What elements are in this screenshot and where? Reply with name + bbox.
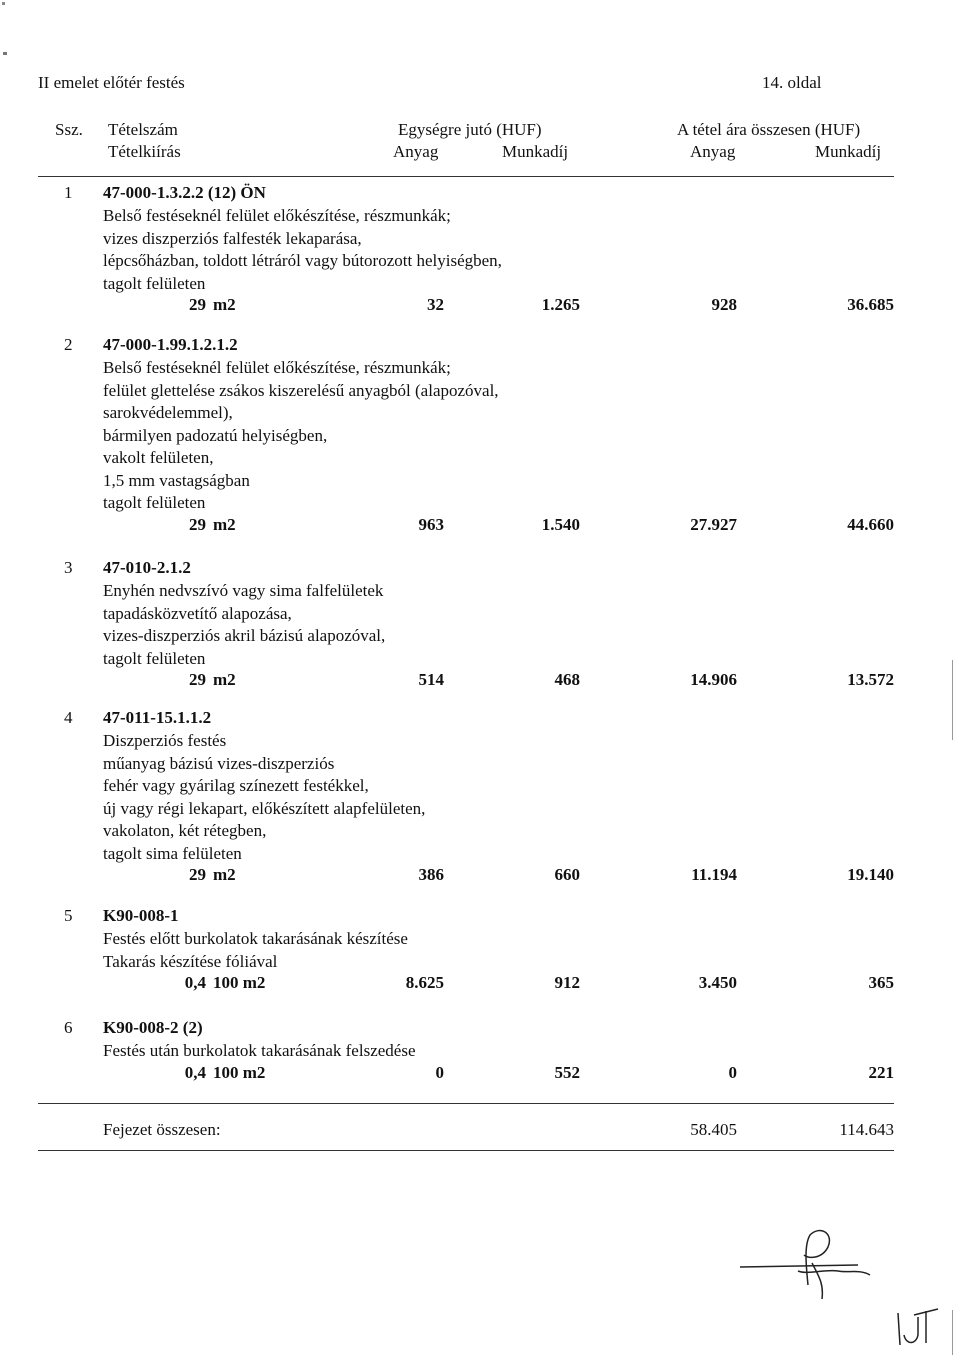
- total-label: Fejezet összesen:: [103, 1120, 221, 1139]
- total-price-anyag: 3.450: [698, 973, 737, 992]
- col-ssz: Ssz.: [55, 120, 83, 139]
- item-code: 47-011-15.1.1.2: [103, 708, 212, 727]
- description-line: műanyag bázisú vizes-diszperziós: [103, 753, 335, 773]
- item-unit: m2: [213, 865, 236, 884]
- col-unit-group: Egységre jutó (HUF): [398, 120, 542, 139]
- description-line: tagolt felületen: [103, 493, 206, 512]
- item-code: 47-000-1.99.1.2.1.2: [103, 335, 238, 354]
- signature-mark: [738, 1225, 878, 1305]
- total-price-munkadij: 365: [868, 973, 894, 992]
- description-line: felület glettelése zsákos kiszerelésű anyagból (alapozóval,: [103, 380, 499, 400]
- description-line: tagolt sima felületen: [103, 843, 242, 863]
- item-description: [103, 580, 385, 670]
- unit-price-munkadij: 1.265: [541, 295, 580, 314]
- item-description: [103, 357, 499, 515]
- description-line: Diszperziós festés: [103, 731, 227, 750]
- col-unit-munkadij: Munkadíj: [502, 142, 569, 161]
- item-number: 4: [64, 708, 73, 727]
- description-line: vizes diszperziós falfesték lekaparása,: [103, 228, 362, 248]
- description-line: 1,5 mm vastagságban: [103, 470, 250, 490]
- description-line: sarokvédelemmel),: [103, 403, 233, 422]
- unit-price-munkadij: 552: [554, 1062, 580, 1082]
- description-line: lépcsőházban, toldott létráról vagy bútorozott helyiségben,: [103, 251, 502, 270]
- col-total-group: A tétel ára összesen (HUF): [677, 120, 861, 139]
- description-line: tagolt felületen: [103, 648, 206, 668]
- description-line: vizes-diszperziós akril bázisú alapozóval,: [103, 626, 386, 645]
- col-total-anyag: Anyag: [690, 142, 736, 161]
- total-price-anyag: 11.194: [691, 865, 737, 884]
- total-price-munkadij: 221: [868, 1062, 894, 1082]
- description-line: Belső festéseknél felület előkészítése, részmunkák;: [103, 206, 451, 225]
- description-line: tapadásközvetítő alapozása,: [103, 603, 292, 623]
- total-bottom-rule: [38, 1150, 894, 1151]
- description-line: Festés után burkolatok takarásának felszedése: [103, 1041, 416, 1060]
- col-unit-anyag: Anyag: [393, 142, 439, 161]
- item-code: K90-008-1: [103, 906, 179, 925]
- item-unit: m2: [213, 514, 236, 534]
- item-description: [103, 730, 425, 865]
- unit-price-anyag: 386: [418, 865, 444, 884]
- document-title: II emelet előtér festés: [38, 73, 185, 92]
- item-description: [103, 1040, 416, 1063]
- unit-price-munkadij: 912: [554, 973, 580, 992]
- item-code: K90-008-2 (2): [103, 1018, 203, 1037]
- item-number: 1: [64, 183, 73, 202]
- description-line: vakolaton, két rétegben,: [103, 821, 267, 840]
- scan-speck: [3, 52, 7, 55]
- total-top-rule: [38, 1103, 894, 1104]
- total-price-munkadij: 36.685: [847, 295, 894, 314]
- total-munkadij: 114.643: [839, 1120, 894, 1139]
- unit-price-anyag: 8.625: [405, 973, 444, 992]
- description-line: fehér vagy gyárilag színezett festékkel,: [103, 776, 369, 795]
- total-price-anyag: 27.927: [690, 514, 737, 534]
- total-price-anyag: 0: [728, 1062, 737, 1082]
- col-tetelszam: Tételszám: [108, 120, 178, 139]
- item-number: 5: [64, 906, 73, 925]
- item-code: 47-000-1.3.2.2 (12) ÖN: [103, 183, 266, 202]
- unit-price-anyag: 514: [418, 670, 444, 689]
- item-unit: m2: [213, 670, 236, 689]
- total-anyag: 58.405: [690, 1120, 737, 1139]
- total-price-munkadij: 13.572: [847, 670, 894, 689]
- unit-price-anyag: 0: [435, 1062, 444, 1082]
- unit-price-munkadij: 468: [554, 670, 580, 689]
- item-description: [103, 928, 408, 973]
- item-number: 3: [64, 558, 73, 577]
- unit-price-anyag: 32: [427, 295, 444, 314]
- total-price-munkadij: 44.660: [847, 514, 894, 534]
- description-line: Takarás készítése fóliával: [103, 951, 278, 971]
- total-price-munkadij: 19.140: [847, 865, 894, 884]
- description-line: tagolt felületen: [103, 273, 206, 293]
- unit-price-munkadij: 1.540: [541, 514, 580, 534]
- item-unit: m2: [213, 295, 236, 314]
- item-quantity: 29: [189, 514, 206, 534]
- item-quantity: 29: [189, 865, 206, 884]
- description-line: bármilyen padozatú helyiségben,: [103, 425, 328, 445]
- scan-edge: [952, 1310, 953, 1355]
- total-price-anyag: 928: [711, 295, 737, 314]
- item-quantity: 29: [189, 670, 206, 689]
- unit-price-anyag: 963: [418, 514, 444, 534]
- item-code: 47-010-2.1.2: [103, 558, 191, 577]
- header-rule: [38, 176, 894, 177]
- item-description: [103, 205, 502, 295]
- unit-price-munkadij: 660: [554, 865, 580, 884]
- description-line: vakolt felületen,: [103, 448, 214, 467]
- item-unit: 100 m2: [213, 973, 266, 992]
- item-unit: 100 m2: [213, 1062, 266, 1082]
- description-line: Festés előtt burkolatok takarásának készítése: [103, 929, 408, 948]
- item-number: 6: [64, 1018, 73, 1037]
- description-line: új vagy régi lekapart, előkészített alapfelületen,: [103, 798, 426, 818]
- description-line: Belső festéseknél felület előkészítése, részmunkák;: [103, 358, 451, 377]
- item-number: 2: [64, 335, 73, 354]
- col-total-munkadij: Munkadíj: [815, 142, 882, 161]
- scan-edge: [952, 660, 953, 740]
- item-quantity: 29: [189, 295, 206, 314]
- initials-mark: [892, 1305, 952, 1350]
- item-quantity: 0,4: [184, 973, 206, 992]
- scan-speck: [2, 2, 5, 5]
- page-number: 14. oldal: [762, 73, 822, 92]
- item-quantity: 0,4: [184, 1062, 206, 1082]
- col-tetelkiiras: Tételkiírás: [108, 142, 181, 161]
- total-price-anyag: 14.906: [690, 670, 737, 689]
- description-line: Enyhén nedvszívó vagy sima falfelületek: [103, 581, 384, 600]
